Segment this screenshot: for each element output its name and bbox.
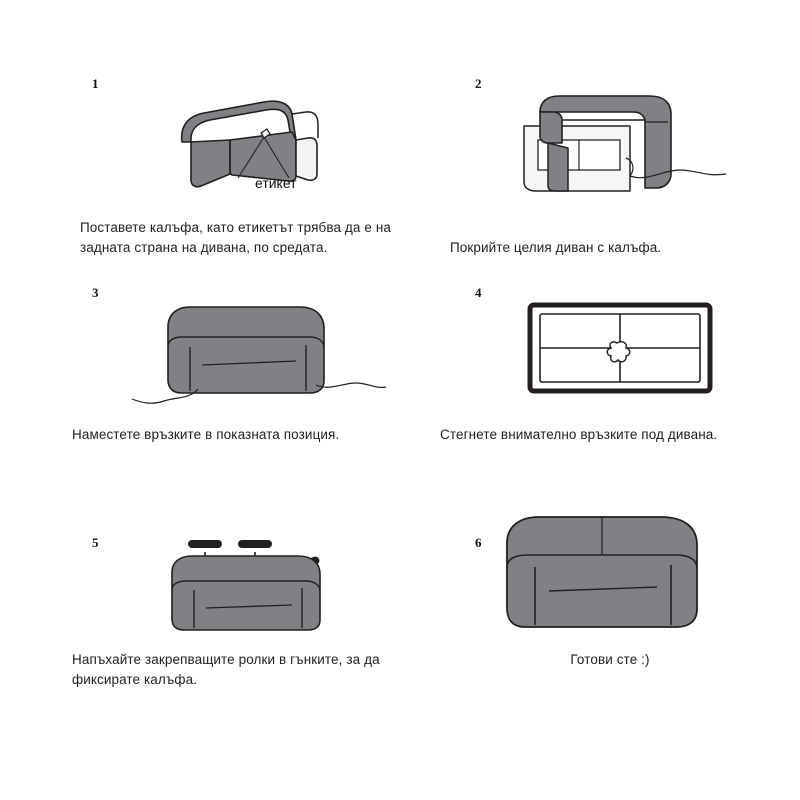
step-3-number: 3: [92, 285, 99, 300]
step-6-number: 6: [475, 535, 482, 550]
sofa-straps-position-icon: [110, 285, 390, 415]
label-annotation: етикет: [255, 175, 297, 191]
step-2-caption: Покрийте целия диван с калъфа.: [450, 240, 662, 255]
sofa-foam-rolls-icon: [110, 520, 390, 650]
step-2-number: 2: [475, 76, 482, 91]
step-3: [60, 275, 420, 465]
step-1: [60, 60, 420, 270]
step-5-number: 5: [92, 535, 99, 550]
step-6-caption: Готови сте :): [570, 652, 650, 667]
step-5-caption: Напъхайте закрепващите ролки в гънките, за да фиксирате калъфа.: [72, 652, 380, 688]
step-4-caption: Стегнете внимателно връзките под дивана.: [440, 427, 718, 442]
sofa-cover-label-icon: [160, 80, 330, 200]
step-1-number: 1: [92, 76, 99, 91]
sofa-finished-icon: [465, 505, 735, 645]
sofa-underside-straps-icon: [495, 287, 745, 407]
step-1-caption: Поставете калъфа, като етикетът трябва да е на задната страна на дивана, по средата.: [80, 220, 391, 256]
step-2: [440, 60, 780, 270]
step-4-number: 4: [475, 285, 482, 300]
step-3-caption: Наместете връзките в показната позиция.: [72, 427, 340, 442]
step-4: [440, 275, 780, 465]
step-6: [440, 510, 780, 710]
step-5: [60, 510, 420, 710]
sofa-cover-pull-icon: [480, 78, 730, 208]
